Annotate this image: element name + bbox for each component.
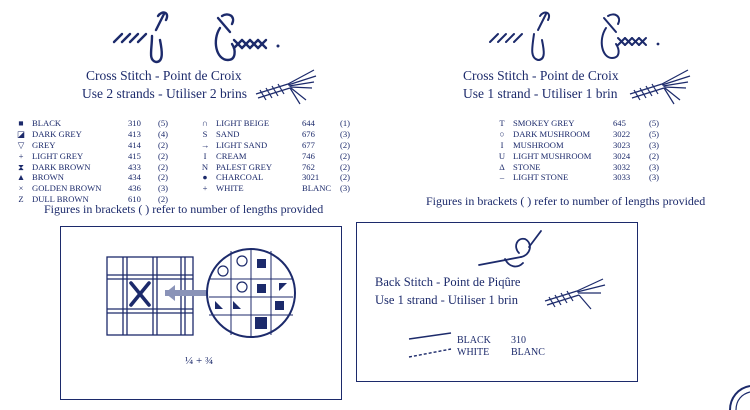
backstitch-box bbox=[356, 222, 638, 382]
key-row: → LIGHT SAND 677 (2) bbox=[200, 139, 351, 150]
key-row: ◪ DARK GREY 413 (4) bbox=[16, 128, 169, 139]
right-lengths-note: Figures in brackets ( ) refer to number of lengths provided bbox=[426, 194, 706, 208]
left-title-line2: Use 2 strands - Utiliser 2 brins bbox=[82, 86, 247, 101]
cross-stitch-needle-illustration-right bbox=[486, 10, 676, 72]
backstitch-title-line1: Back Stitch - Point de Piqûre bbox=[375, 275, 521, 289]
key-row: ▽ GREY 414 (2) bbox=[17, 139, 169, 150]
key-row: S SAND 676 (3) bbox=[202, 128, 351, 139]
key-row: ▲ BROWN 434 (2) bbox=[16, 172, 169, 183]
key-row: WHITE BLANC bbox=[457, 347, 545, 358]
left-lengths-note: Figures in brackets ( ) refer to number of lengths provided bbox=[44, 202, 324, 216]
left-title-line1: Cross Stitch - Point de Croix bbox=[86, 68, 242, 83]
backstitch-thread-icon bbox=[543, 275, 607, 315]
key-row: U LIGHT MUSHROOM 3024 (2) bbox=[498, 150, 660, 161]
key-row: – LIGHT STONE 3033 (3) bbox=[499, 172, 660, 183]
key-row: ⧗ DARK BROWN 433 (2) bbox=[17, 161, 169, 172]
key-row: ∩ LIGHT BEIGE 644 (1) bbox=[201, 118, 351, 128]
key-row: × GOLDEN BROWN 436 (3) bbox=[18, 183, 169, 194]
key-row: I MUSHROOM 3023 (3) bbox=[500, 139, 660, 150]
key-row: + LIGHT GREY 415 (2) bbox=[18, 150, 169, 161]
key-row: Z DULL BROWN 610 (2) bbox=[18, 194, 169, 205]
fraction-caption: ¼ + ¾ bbox=[185, 355, 214, 367]
key-row: ■ BLACK 310 (5) bbox=[18, 118, 169, 128]
right-key-col1 bbox=[491, 118, 691, 183]
key-row: BLACK 310 bbox=[457, 335, 526, 346]
fractional-stitch-diagram bbox=[105, 239, 305, 349]
corner-seal-fragment bbox=[728, 384, 750, 410]
right-title-line2: Use 1 strand - Utiliser 1 brin bbox=[463, 86, 618, 101]
key-row: I CREAM 746 (2) bbox=[203, 150, 351, 161]
backstitch-title-line2: Use 1 strand - Utiliser 1 brin bbox=[375, 293, 519, 307]
fractional-stitch-box bbox=[60, 226, 342, 400]
key-row: ● CHARCOAL 3021 (2) bbox=[202, 172, 351, 183]
backstitch-line-samples bbox=[407, 331, 455, 359]
thread-strands-icon bbox=[254, 66, 318, 108]
key-row: ○ DARK MUSHROOM 3022 (5) bbox=[499, 128, 660, 139]
left-key-col2 bbox=[194, 118, 374, 194]
key-row: N PALEST GREY 762 (2) bbox=[201, 161, 351, 172]
thread-single-strand-icon bbox=[628, 66, 692, 108]
key-row: Δ STONE 3032 (3) bbox=[499, 161, 660, 172]
cross-stitch-needle-illustration-left bbox=[108, 10, 288, 72]
right-title-line1: Cross Stitch - Point de Croix bbox=[463, 68, 619, 83]
backstitch-key bbox=[457, 335, 545, 359]
key-row: T SMOKEY GREY 645 (5) bbox=[499, 118, 660, 128]
backstitch-needle-illustration bbox=[475, 227, 545, 273]
left-key-col1 bbox=[10, 118, 180, 205]
key-row: + WHITE BLANC (3) bbox=[202, 183, 351, 194]
